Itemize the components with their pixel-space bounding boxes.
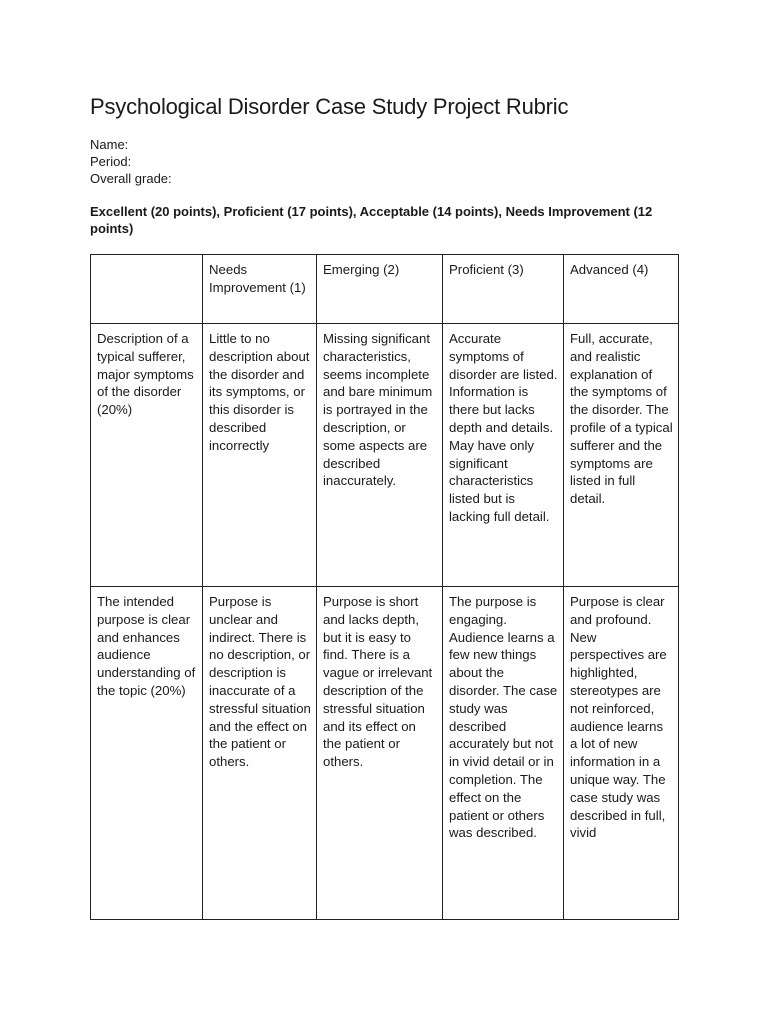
- cell-purpose-emerging: Purpose is short and lacks depth, but it is easy to find. There is a vague or irrelevant description of the stressful situation and its effect on the patient or others.: [317, 587, 443, 920]
- period-field-label: Period:: [90, 154, 132, 169]
- cell-purpose-advanced: Purpose is clear and profound. New perspectives are highlighted, stereotypes are not reinforced, audience learns a lot of new information in a unique way. The case study was described in full, vivid: [564, 587, 679, 920]
- criterion-description: Description of a typical sufferer, major symptoms of the disorder (20%): [91, 324, 203, 587]
- cell-purpose-needs-improvement: Purpose is unclear and indirect. There is no description, or description is inaccurate of a stressful situation and the effect on the patient or others.: [203, 587, 317, 920]
- grading-scale: Excellent (20 points), Proficient (17 points), Acceptable (14 points), Needs Improvement (12 points): [90, 204, 653, 236]
- rubric-table: [90, 254, 679, 920]
- rubric-row-purpose: [91, 587, 679, 920]
- criterion-purpose: The intended purpose is clear and enhances audience understanding of the topic (20%): [91, 587, 203, 920]
- header-level-proficient: Proficient (3): [443, 255, 564, 324]
- cell-description-proficient: Accurate symptoms of disorder are listed. Information is there but lacks depth and details. May have only significant characteristics listed but is lacking full detail.: [443, 324, 564, 587]
- rubric-row-description: [91, 324, 679, 587]
- header-level-needs-improvement: Needs Improvement (1): [203, 255, 317, 324]
- name-field-label: Name:: [90, 137, 129, 152]
- header-level-emerging: Emerging (2): [317, 255, 443, 324]
- student-info: [90, 136, 172, 187]
- page-title: Psychological Disorder Case Study Project Rubric: [90, 94, 569, 119]
- rubric-header-row: [91, 255, 679, 324]
- cell-purpose-proficient: The purpose is engaging. Audience learns a few new things about the disorder. The case study was described accurately but not in vivid detail or in completion. The effect on the patient or others was described.: [443, 587, 564, 920]
- header-corner-cell: [91, 255, 203, 324]
- header-level-advanced: Advanced (4): [564, 255, 679, 324]
- overall-grade-label: Overall grade:: [90, 171, 172, 186]
- cell-description-advanced: Full, accurate, and realistic explanation of the symptoms of the disorder. The profile of a typical sufferer and the symptoms are listed in full detail.: [564, 324, 679, 587]
- cell-description-emerging: Missing significant characteristics, seems incomplete and bare minimum is portrayed in the description, or some aspects are described inaccurately.: [317, 324, 443, 587]
- cell-description-needs-improvement: Little to no description about the disorder and its symptoms, or this disorder is described incorrectly: [203, 324, 317, 587]
